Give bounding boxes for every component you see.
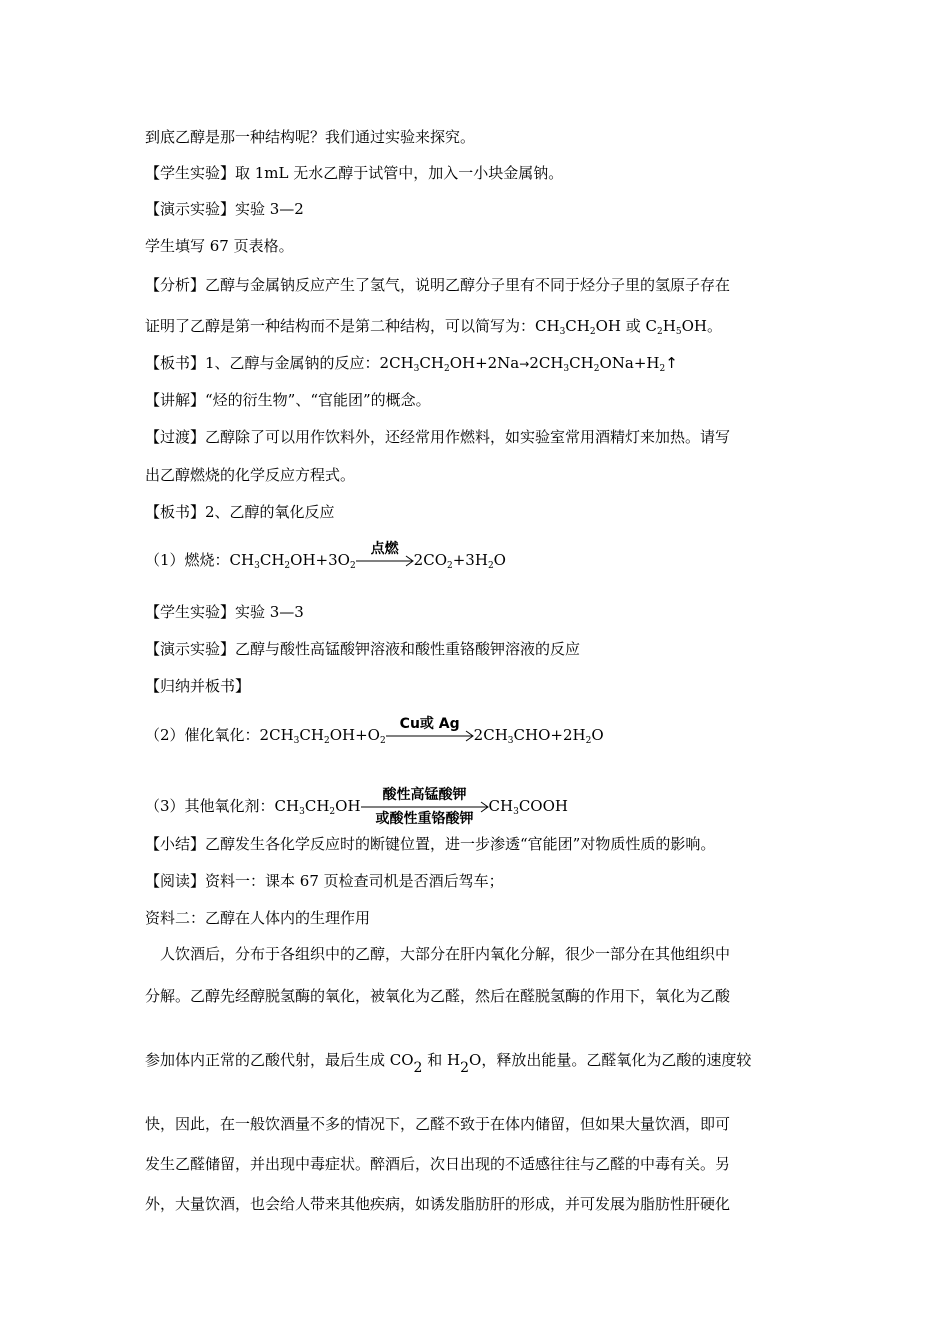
- lesson-summary: 【小结】乙醇发生各化学反应时的断键位置，进一步渗透“官能团”对物质性质的影响。: [145, 835, 716, 853]
- demo-experiment-oxidizers: 【演示实验】乙醇与酸性高锰酸钾溶液和酸性重铬酸钾溶液的反应: [145, 640, 581, 658]
- demo-experiment-3-2: 【演示实验】实验 3—2: [145, 200, 304, 218]
- physiology-line-6: 外，大量饮酒，也会给人带来其他疾病，如诱发脂肪肝的形成，并可发展为脂肪性肝硬化: [145, 1195, 731, 1213]
- condition-oxidizer-top: 酸性高锰酸钾: [382, 787, 467, 803]
- physiology-line-5: 发生乙醛储留，并出现中毒症状。醉酒后，次日出现的不适感往往与乙醛的中毒有关。另: [145, 1155, 731, 1173]
- catalytic-oxidation-equation: （2）催化氧化：$2CH_3CH_2OH+O_2$ Cu或 Ag $2CH_3CHO+2H_2O$: [145, 716, 604, 746]
- paragraph-structure-question: 到底乙醇是那一种结构呢？我们通过实验来探究。: [145, 128, 476, 146]
- condition-burn: 点燃: [370, 541, 399, 557]
- student-experiment-1: 【学生实验】取 1mL 无水乙醇于试管中，加入一小块金属钠。: [145, 164, 564, 182]
- fill-table-note: 学生填写 67 页表格。: [145, 237, 294, 255]
- reaction-arrow-oxidizer: [361, 787, 489, 827]
- summary-board-heading: 【归纳并板书】: [145, 677, 251, 695]
- board-sodium-reaction: 【板书】1、乙醇与金属钠的反应：$2CH_3CH_2OH+2Na\to 2CH_3CH_2ONa+H_2↑$: [145, 354, 678, 374]
- reading-material-1: 【阅读】资料一：课本 67 页检查司机是否酒后驾车；: [145, 872, 504, 890]
- physiology-line-3: 参加体内正常的乙酸代射，最后生成 CO2 和 H2O，释放出能量。乙醛氧化为乙酸的速度较: [145, 1051, 752, 1076]
- condition-catalyst: Cu或 Ag: [399, 716, 460, 732]
- condition-oxidizer-bottom: 或酸性重铬酸钾: [375, 811, 474, 827]
- physiology-line-2: 分解。乙醇先经醇脱氢酶的氧化，被氧化为乙醛，然后在醛脱氢酶的作用下，氧化为乙酸: [145, 987, 731, 1005]
- physiology-line-1: 人饮酒后，分布于各组织中的乙醇，大部分在肝内氧化分解，很少一部分在其他组织中: [160, 945, 731, 963]
- physiology-line-4: 快，因此，在一般饮酒量不多的情况下，乙醛不致于在体内储留，但如果大量饮酒，即可: [145, 1115, 731, 1133]
- combustion-equation: （1）燃烧：$CH_3CH_2OH+3O_2$ 点燃 $2CO_2+3H_2O$: [145, 541, 506, 571]
- analysis-line-2: 证明了乙醇是第一种结构而不是第二种结构，可以简写为：$CH_3CH_2OH$ 或 $C_2H_5OH$。: [145, 317, 722, 337]
- transition-line-2: 出乙醇燃烧的化学反应方程式。: [145, 466, 356, 484]
- reading-material-2-title: 资料二：乙醇在人体内的生理作用: [145, 909, 371, 927]
- reaction-arrow-burn: [356, 541, 414, 567]
- student-experiment-3-3: 【学生实验】实验 3—3: [145, 603, 304, 621]
- board-oxidation-title: 【板书】2、乙醇的氧化反应: [145, 503, 335, 521]
- reaction-arrow-catalyst: [386, 716, 474, 742]
- other-oxidizer-equation: （3）其他氧化剂：$CH_3CH_2OH$ 酸性高锰酸钾 或酸性重铬酸钾 $CH_3COOH$: [145, 787, 568, 827]
- transition-line-1: 【过渡】乙醇除了可以用作饮料外，还经常用作燃料，如实验室常用酒精灯来加热。请写: [145, 428, 731, 446]
- analysis-line-1: 【分析】乙醇与金属钠反应产生了氢气，说明乙醇分子里有不同于烃分子里的氢原子存在: [145, 276, 731, 294]
- explanation-concepts: 【讲解】“烃的衍生物”、“官能团”的概念。: [145, 391, 431, 409]
